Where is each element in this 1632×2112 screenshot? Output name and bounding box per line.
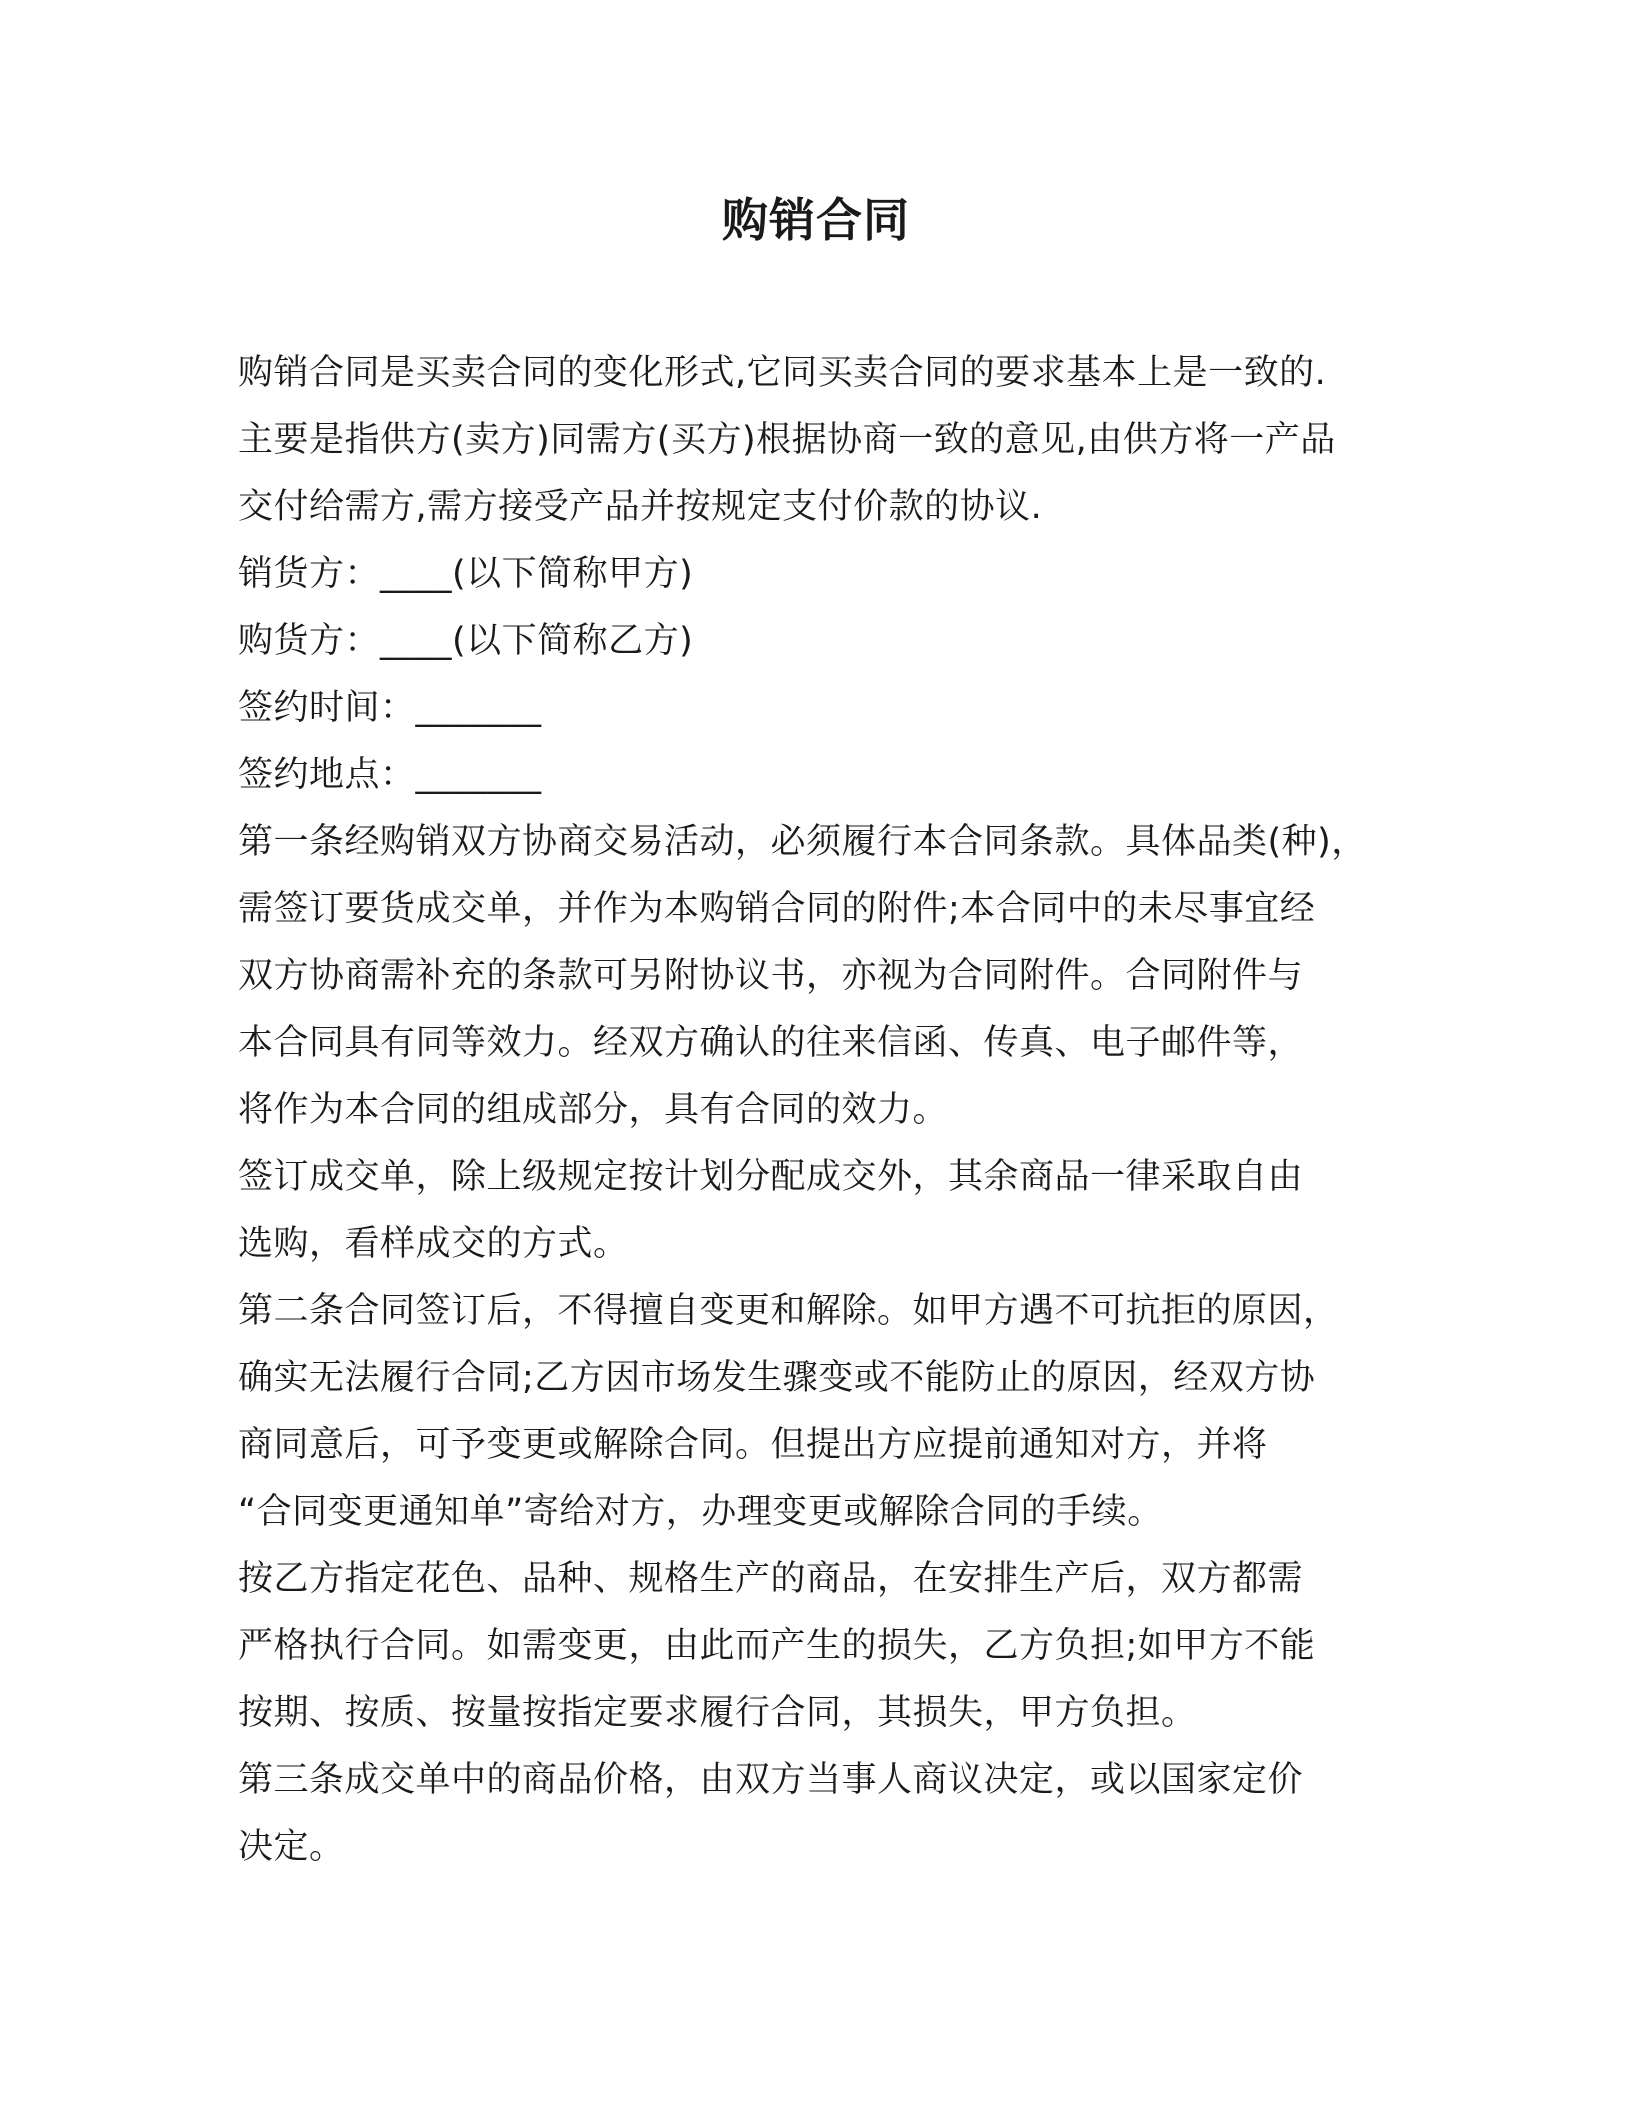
article-1-line-1: 第一条经购销双方协商交易活动，必须履行本合同条款。具体品类(种)， — [238, 822, 1367, 862]
article-1-line-5: 将作为本合同的组成部分，具有合同的效力。 — [238, 1090, 949, 1130]
order-line-2: 选购，看样成交的方式。 — [238, 1224, 629, 1264]
document-body — [238, 340, 1438, 1881]
article-2-line-2: 确实无法履行合同;乙方因市场发生骤变或不能防止的原因，经双方协 — [238, 1358, 1316, 1398]
custom-goods-line-1: 按乙方指定花色、品种、规格生产的商品，在安排生产后，双方都需 — [238, 1559, 1304, 1599]
intro-line-2: 主要是指供方(卖方)同需方(买方)根据协商一致的意见,由供方将一产品 — [238, 420, 1336, 460]
article-1-line-2: 需签订要货成交单，并作为本购销合同的附件;本合同中的未尽事宜经 — [238, 889, 1316, 929]
order-line-1: 签订成交单，除上级规定按计划分配成交外，其余商品一律采取自由 — [238, 1157, 1304, 1197]
seller-line: 销货方：____(以下简称甲方) — [238, 554, 694, 594]
intro-line-1: 购销合同是买卖合同的变化形式,它同买卖合同的要求基本上是一致的. — [238, 353, 1327, 393]
article-2-line-3: 商同意后，可予变更或解除合同。但提出方应提前通知对方，并将 — [238, 1425, 1268, 1465]
article-2-line-1: 第二条合同签订后，不得擅自变更和解除。如甲方遇不可抗拒的原因， — [238, 1291, 1339, 1331]
article-3-line-2: 决定。 — [238, 1827, 345, 1867]
custom-goods-line-3: 按期、按质、按量按指定要求履行合同，其损失，甲方负担。 — [238, 1693, 1197, 1733]
signing-time-line: 签约时间：_______ — [238, 688, 542, 728]
buyer-line: 购货方：____(以下简称乙方) — [238, 621, 694, 661]
article-2-line-4: “合同变更通知单”寄给对方，办理变更或解除合同的手续。 — [238, 1492, 1163, 1532]
article-1-line-3: 双方协商需补充的条款可另附协议书，亦视为合同附件。合同附件与 — [238, 956, 1304, 996]
article-3-line-1: 第三条成交单中的商品价格，由双方当事人商议决定，或以国家定价 — [238, 1760, 1304, 1800]
custom-goods-line-2: 严格执行合同。如需变更，由此而产生的损失，乙方负担;如甲方不能 — [238, 1626, 1316, 1666]
intro-line-3: 交付给需方,需方接受产品并按规定支付价款的协议. — [238, 487, 1043, 527]
signing-place-line: 签约地点：_______ — [238, 755, 542, 795]
document-title: 购销合同 — [722, 193, 910, 247]
article-1-line-4: 本合同具有同等效力。经双方确认的往来信函、传真、电子邮件等， — [238, 1023, 1304, 1063]
